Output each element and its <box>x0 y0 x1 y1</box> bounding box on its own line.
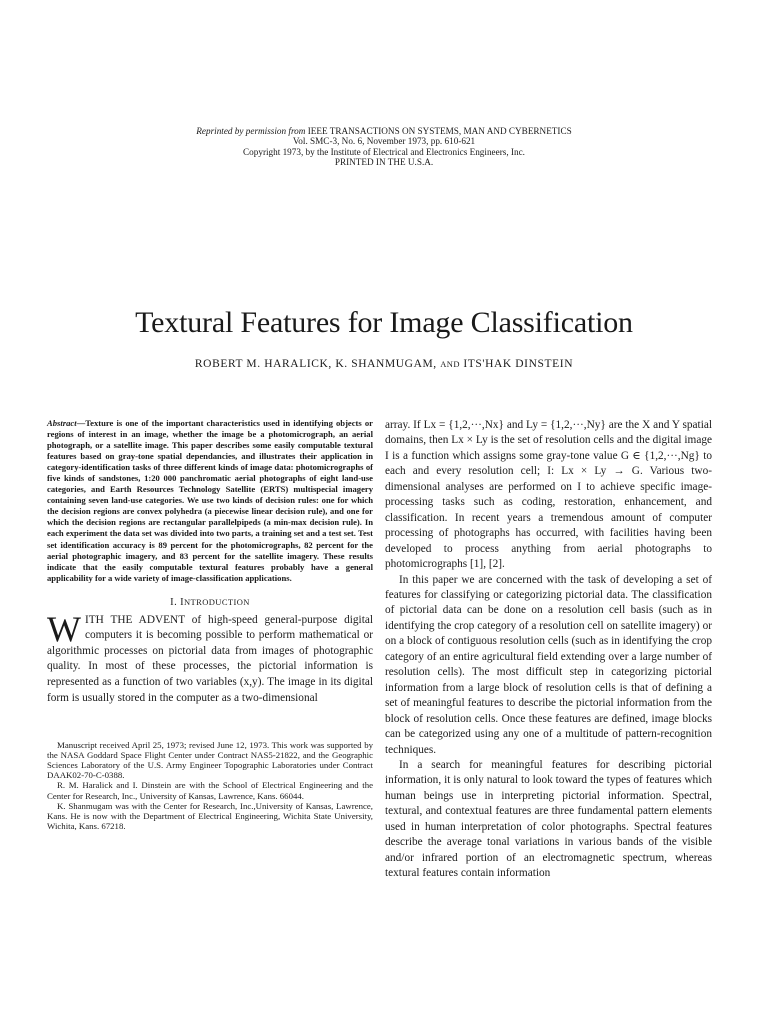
body-paragraph-task: In this paper we are concerned with the task of developing a set of features for classifying or categorizing pictorial data. The classification of pictorial data can be done on a resolution cell basis (such as in identifying the crop category of a resolution cell on satellite imagery) or on a block of contiguous resolution cells (such as in identifying the crop category of an entire agricultural field extending over a large number of resolution cells). The most difficult step in categorizing pictorial information from a large block of resolution cells is that of defining a set of meaningful features to describe the pictorial information from the block of resolution cells. Once these features are defined, image blocks can be categorized using any one of a multitude of pattern-recognition techniques. <box>385 573 712 756</box>
section-title: NTRODUCTION <box>184 596 250 607</box>
footnote-manuscript: Manuscript received April 25, 1973; revised June 12, 1973. This work was supported by the NASA Goddard Space Flight Center under Contract NAS5-21822, and the Geographic Sciences Laboratory of the U.S. Army Engineer Topographic Laboratories under Contract DAAK02-70-C-0388. <box>47 740 373 781</box>
footnotes <box>47 740 373 830</box>
reprint-line-printed: PRINTED IN THE U.S.A. <box>334 157 434 168</box>
abstract <box>47 418 373 584</box>
footnote-haralick-dinstein: R. M. Haralick and I. Dinstein are with the School of Electrical Engineering and the Center for Research, Inc., University of Kansas, Lawrence, Kans. 66044. <box>47 780 373 801</box>
section-heading-introduction <box>47 597 373 608</box>
intro-paragraph <box>47 608 373 707</box>
reprint-line-journal <box>0 126 768 136</box>
authors-part1: ROBERT M. HARALICK, K. SHANMUGAM, <box>194 358 441 370</box>
section-numeral: I. I <box>170 596 185 608</box>
reprint-line-volume: Vol. SMC-3, No. 6, November 1973, pp. 610-621 <box>292 136 476 147</box>
author-line <box>0 358 768 370</box>
reprint-notice <box>0 126 768 168</box>
reprint-journal: IEEE TRANSACTIONS ON SYSTEMS, MAN AND CYBERNETICS <box>305 126 572 136</box>
drop-cap: W <box>47 608 81 649</box>
intro-caps: ITH THE ADVENT <box>84 613 185 626</box>
paper-title: Textural Features for Image Classification <box>135 306 633 339</box>
intro-text: of high-speed general-purpose digital computers it is becoming possible to perform mathematical or algorithmic processes on pictorial data from images of photographic quality. In most of these processes, the pictorial information is represented as a function of two variables (x,y). The image in its digital form is usually stored in the computer as a two-dimensional <box>47 613 373 704</box>
left-column <box>47 418 373 831</box>
footnote-shanmugam: K. Shanmugam was with the Center for Research, Inc.,University of Kansas, Lawrence, Kans. He is now with the Department of Electrical Engineering, Wichita State University, Wichita, Kans. 67218. <box>47 800 373 831</box>
abstract-text: —Texture is one of the important characteristics used in identifying objects or regions of interest in an image, whether the image be a photomicrograph, an aerial photograph, or a satellite image. This paper describes some easily computable textural features based on gray-tone spatial dependancies, and illustrates their application in category-identification tasks of three different kinds of image data: photomicrographs of five kinds of sandstones, 1:20 000 panchromatic aerial photographs of eight land-use categories, and Earth Resources Technology Satellite (ERTS) multispecial imagery containing seven land-use categories. We use two kinds of decision rules: one for which the decision regions are convex polyhedra (a piecewise linear decision rule), and one for which the decision regions are rectangular parallelpipeds (a min-max decision rule). In each experiment the data set was divided into two parts, a training set and a test set. Test set identification accuracy is 89 percent for the photomicrographs, 82 percent for the aerial photographic imagery, and 83 percent for the satellite imagery. These results indicate that the easily computable textural features probably have a general applicability for a wide variety of image-classification applications. <box>47 418 373 583</box>
body-paragraph-digital-image: array. If Lx = {1,2,···,Nx} and Ly = {1,2,···,Ny} are the X and Y spatial domains, then Lx × Ly is the set of resolution cells and the digital image I is a function which assigns some gray-tone value G ∈ {1,2,···,Ng} to each and every resolution cell; I: Lx × Ly → G. Various two-dimensional analyses are performed on I to achieve specific image-processing tasks such as coding, restoration, enhancement, and classification. In recent years a tremendous amount of computer processing of photographs has occurred, with facilities having been developed to process anything from aerial photographs to photomicrographs [1], [2]. <box>385 419 712 571</box>
abstract-lead: Abstract <box>47 418 77 428</box>
reprint-lead: Reprinted by permission from <box>196 126 306 136</box>
body-paragraph-features: In a search for meaningful features for describing pictorial information, it is only natural to look toward the types of features which human beings use in interpreting pictorial information. Spectral, textural, and contextual features are three fundamental pattern elements used in human interpretation of color photographs. Spectral features describe the average tonal variations in various bands of the visible and/or infrared portion of an electromagnetic spectrum, whereas textural features contain information <box>385 758 712 880</box>
right-column <box>385 418 712 882</box>
authors-part2: ITS'HAK DINSTEIN <box>459 358 574 370</box>
reprint-line-copyright: Copyright 1973, by the Institute of Electrical and Electronics Engineers, Inc. <box>243 146 525 157</box>
authors-and: AND <box>440 359 460 369</box>
